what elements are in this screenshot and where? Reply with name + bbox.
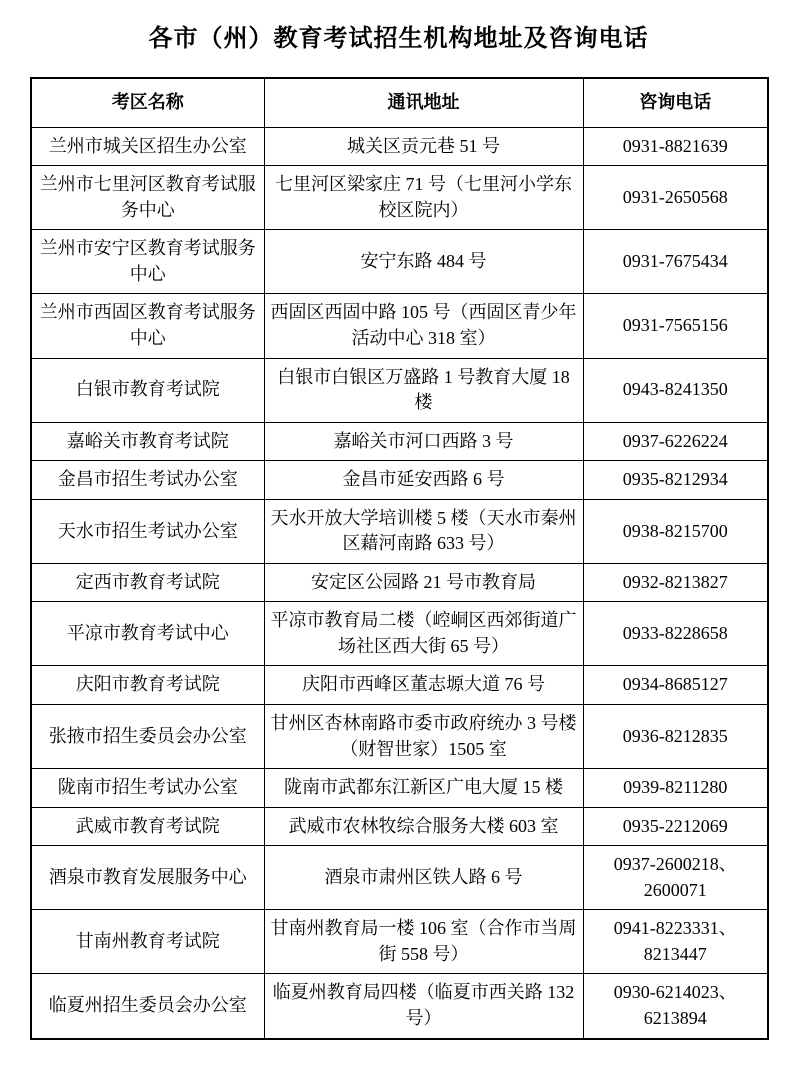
address-cell: 嘉峪关市河口西路 3 号 bbox=[264, 422, 583, 461]
district-name-cell: 白银市教育考试院 bbox=[31, 358, 264, 422]
phone-cell: 0938-8215700 bbox=[583, 499, 768, 563]
phone-cell: 0941-8223331、8213447 bbox=[583, 910, 768, 974]
address-cell: 临夏州教育局四楼（临夏市西关路 132 号） bbox=[264, 974, 583, 1039]
table-row bbox=[31, 602, 768, 666]
phone-cell: 0931-7565156 bbox=[583, 294, 768, 358]
district-name-cell: 临夏州招生委员会办公室 bbox=[31, 974, 264, 1039]
address-cell: 甘州区杏林南路市委市政府统办 3 号楼（财智世家）1505 室 bbox=[264, 705, 583, 769]
district-name-cell: 陇南市招生考试办公室 bbox=[31, 769, 264, 808]
table-header-row bbox=[31, 78, 768, 127]
address-cell: 陇南市武都东江新区广电大厦 15 楼 bbox=[264, 769, 583, 808]
phone-cell: 0943-8241350 bbox=[583, 358, 768, 422]
table-row bbox=[31, 846, 768, 910]
table-row bbox=[31, 769, 768, 808]
district-name-cell: 兰州市安宁区教育考试服务中心 bbox=[31, 230, 264, 294]
phone-cell: 0932-8213827 bbox=[583, 563, 768, 602]
table-row bbox=[31, 461, 768, 500]
address-cell: 七里河区梁家庄 71 号（七里河小学东校区院内） bbox=[264, 166, 583, 230]
table-row bbox=[31, 807, 768, 846]
address-cell: 安宁东路 484 号 bbox=[264, 230, 583, 294]
table-row bbox=[31, 127, 768, 166]
district-name-cell: 兰州市城关区招生办公室 bbox=[31, 127, 264, 166]
table-row bbox=[31, 166, 768, 230]
phone-cell: 0931-2650568 bbox=[583, 166, 768, 230]
district-name-cell: 天水市招生考试办公室 bbox=[31, 499, 264, 563]
district-name-cell: 张掖市招生委员会办公室 bbox=[31, 705, 264, 769]
phone-cell: 0937-2600218、2600071 bbox=[583, 846, 768, 910]
address-cell: 西固区西固中路 105 号（西固区青少年活动中心 318 室） bbox=[264, 294, 583, 358]
address-cell: 城关区贡元巷 51 号 bbox=[264, 127, 583, 166]
table-row bbox=[31, 563, 768, 602]
district-name-cell: 酒泉市教育发展服务中心 bbox=[31, 846, 264, 910]
district-name-cell: 定西市教育考试院 bbox=[31, 563, 264, 602]
table-row bbox=[31, 294, 768, 358]
district-name-cell: 武威市教育考试院 bbox=[31, 807, 264, 846]
district-name-cell: 平凉市教育考试中心 bbox=[31, 602, 264, 666]
phone-cell: 0930-6214023、6213894 bbox=[583, 974, 768, 1039]
table-row bbox=[31, 499, 768, 563]
table-body bbox=[31, 127, 768, 1038]
district-name-cell: 庆阳市教育考试院 bbox=[31, 666, 264, 705]
contact-table bbox=[30, 77, 769, 1039]
address-cell: 甘南州教育局一楼 106 室（合作市当周街 558 号） bbox=[264, 910, 583, 974]
address-cell: 金昌市延安西路 6 号 bbox=[264, 461, 583, 500]
address-cell: 白银市白银区万盛路 1 号教育大厦 18 楼 bbox=[264, 358, 583, 422]
phone-cell: 0939-8211280 bbox=[583, 769, 768, 808]
phone-cell: 0931-8821639 bbox=[583, 127, 768, 166]
column-header-district: 考区名称 bbox=[31, 78, 264, 127]
column-header-phone: 咨询电话 bbox=[583, 78, 768, 127]
table-row bbox=[31, 358, 768, 422]
phone-cell: 0931-7675434 bbox=[583, 230, 768, 294]
phone-cell: 0935-8212934 bbox=[583, 461, 768, 500]
address-cell: 武威市农林牧综合服务大楼 603 室 bbox=[264, 807, 583, 846]
table-row bbox=[31, 705, 768, 769]
address-cell: 庆阳市西峰区董志塬大道 76 号 bbox=[264, 666, 583, 705]
district-name-cell: 金昌市招生考试办公室 bbox=[31, 461, 264, 500]
district-name-cell: 兰州市西固区教育考试服务中心 bbox=[31, 294, 264, 358]
district-name-cell: 甘南州教育考试院 bbox=[31, 910, 264, 974]
phone-cell: 0935-2212069 bbox=[583, 807, 768, 846]
address-cell: 酒泉市肃州区铁人路 6 号 bbox=[264, 846, 583, 910]
address-cell: 天水开放大学培训楼 5 楼（天水市秦州区藉河南路 633 号） bbox=[264, 499, 583, 563]
phone-cell: 0933-8228658 bbox=[583, 602, 768, 666]
phone-cell: 0934-8685127 bbox=[583, 666, 768, 705]
address-cell: 安定区公园路 21 号市教育局 bbox=[264, 563, 583, 602]
table-row bbox=[31, 974, 768, 1039]
table-row bbox=[31, 910, 768, 974]
district-name-cell: 兰州市七里河区教育考试服务中心 bbox=[31, 166, 264, 230]
address-cell: 平凉市教育局二楼（崆峒区西郊街道广场社区西大街 65 号） bbox=[264, 602, 583, 666]
phone-cell: 0937-6226224 bbox=[583, 422, 768, 461]
phone-cell: 0936-8212835 bbox=[583, 705, 768, 769]
table-row bbox=[31, 230, 768, 294]
table-row bbox=[31, 666, 768, 705]
district-name-cell: 嘉峪关市教育考试院 bbox=[31, 422, 264, 461]
page-title: 各市（州）教育考试招生机构地址及咨询电话 bbox=[148, 26, 649, 52]
table-row bbox=[31, 422, 768, 461]
column-header-address: 通讯地址 bbox=[264, 78, 583, 127]
